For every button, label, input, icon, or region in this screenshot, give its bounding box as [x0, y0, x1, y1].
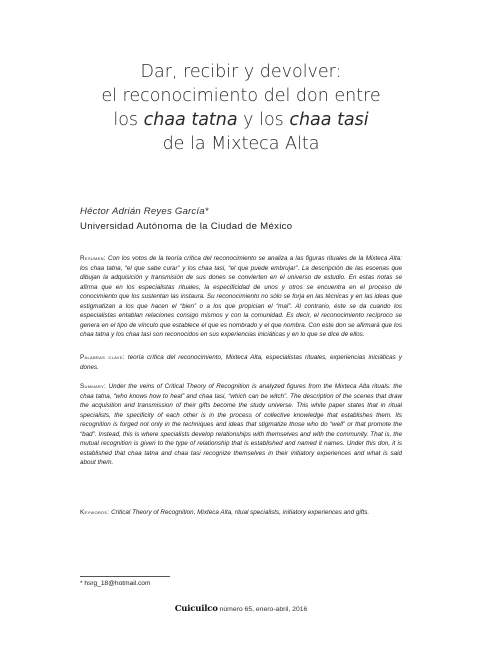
author-affiliation: Universidad Autónoma de la Ciudad de México	[80, 221, 293, 232]
page-footer	[0, 604, 482, 614]
title-line-2: el reconocimiento del don entre	[101, 86, 381, 106]
title-line-4: de la Mixteca Alta	[162, 134, 320, 154]
abstract-spanish-label: Resumen:	[80, 255, 106, 262]
title-line-3-part-3: y los	[237, 110, 290, 130]
title-line-3-part-1: los	[113, 110, 144, 130]
keywords-english-text: Critical Theory of Recognition, Mixteca Alta, ritual specialists, initiatory experiences and gifts.	[109, 509, 370, 516]
keywords-spanish-text: teoría crítica del reconocimiento, Mixteca Alta, especialistas rituales, experiencias iniciáticas y dones.	[80, 354, 402, 371]
title-term-chaa-tatna: chaa tatna	[143, 110, 238, 130]
title-term-chaa-tasi: chaa tasi	[289, 110, 369, 130]
author-name: Héctor Adrián Reyes García*	[80, 206, 209, 217]
abstract-english-text: Under the veins of Critical Theory of Recognition is analyzed figures from the Mixteca Alta rituals: the chaa tatna, “who knows how to heal” and chaa tasi, “which can be witch”. The description of the scenes that draw the acquisition and transmission of their gifts become the study universe. This white paper states that in ritual specialists, the specificity of each other is in the process of collective knowledge that establishes them. Its recognition is forged not only in the techniques and ideas that stigmatize those who do “well” or that promote the “bad”. Instead, this is where specialists develop relationships with themselves and with the community. That is, the mutual recognition is given to the type of relationship that is established and named it names. Under this don, it is established that chaa tatna and chaa tasi recognize themselves in their initiatory experiences and what is said about them.	[80, 383, 402, 466]
article-title	[0, 60, 482, 156]
keywords-english-label: Keywords:	[80, 509, 110, 516]
keywords-spanish	[80, 353, 402, 372]
abstract-spanish-text: Con los votos de la teoría crítica del reconocimiento se analiza a las figuras rituales de la Mixteca Alta: los chaa tatna, “el que sabe curar” y los chaa tasi, “el que puede embrujar”. La descripción de las escenas que dibujan la adquisición y transmisión de sus dones se convierten en el universo de estudio. En estas notas se afirma que en los especialistas rituales, la especificidad de unos y otros se encuentra en el proceso de conocimiento que los sustentan las instaura. Su reconocimiento no sólo se forja en las técnicas y en las ideas que estigmatizan a los que hacen el “bien” o a los que propician el “mal”. Al contrario, éste se da cuando los especialistas entablan relaciones consigo mismos y con la comunidad. Es decir, el reconocimiento recíproco se genera en el tipo de vínculo que establece el que es nombrado y el que nombra. Con este don se afirmará que los chaa tatna y los chaa tasi son reconocidos en sus experiencias iniciáticas y en lo que se dice de ellos.	[80, 255, 402, 338]
journal-logo: Cuicuilco	[174, 604, 218, 614]
abstract-spanish	[80, 254, 402, 340]
issue-info: número 65, enero-abril, 2016	[217, 606, 308, 613]
abstract-english-label: Summary:	[80, 383, 107, 390]
keywords-spanish-label: Palabras clave:	[80, 354, 125, 361]
title-line-3	[0, 108, 482, 132]
abstract-english	[80, 382, 402, 468]
title-line-1: Dar, recibir y devolver:	[140, 62, 342, 82]
keywords-english	[80, 508, 402, 518]
author-email-footnote: * hsrg_18@hotmail.com	[80, 580, 151, 587]
footnote-divider	[80, 576, 170, 577]
